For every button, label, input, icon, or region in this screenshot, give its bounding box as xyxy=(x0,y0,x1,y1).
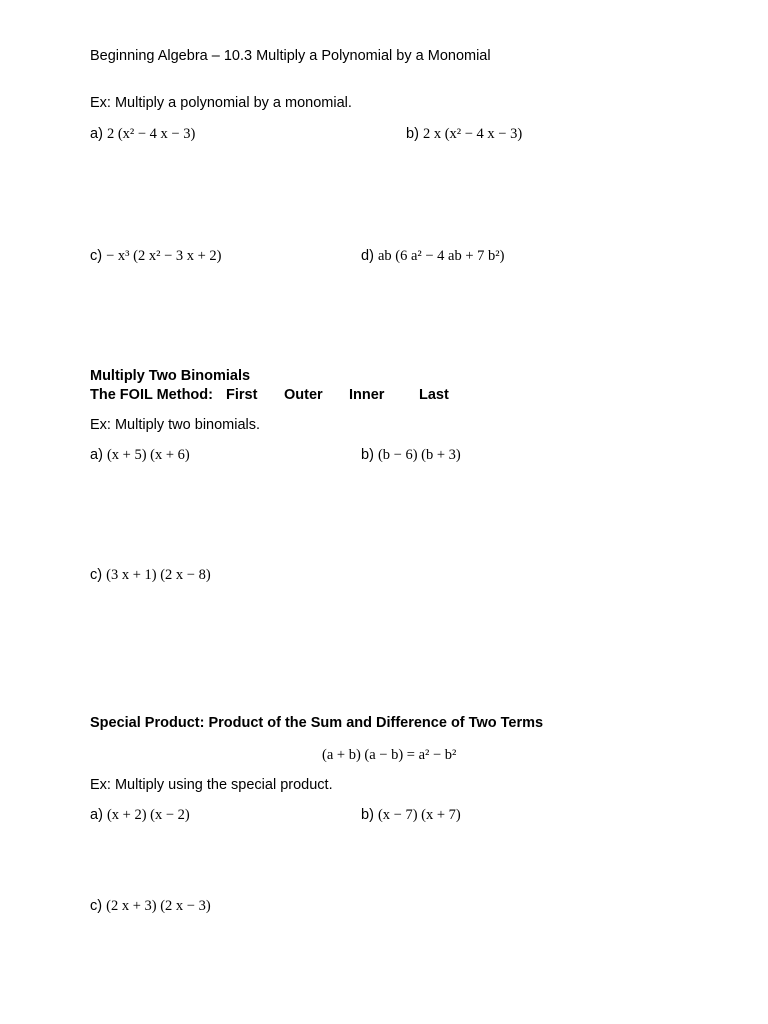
problem-label: b) xyxy=(361,447,374,463)
problem-label: c) xyxy=(90,898,103,914)
foil-term-outer: Outer xyxy=(284,387,323,403)
problem-expression: ab (6 a² − 4 ab + 7 b²) xyxy=(377,248,505,264)
problem-label: a) xyxy=(90,126,103,142)
problem-2a xyxy=(90,446,190,464)
section2-heading: Multiply Two Binomials xyxy=(90,368,251,384)
foil-term-first: First xyxy=(226,387,258,403)
section3-instruction: Ex: Multiply using the special product. xyxy=(90,777,333,793)
problem-expression: (x − 7) (x + 7) xyxy=(377,807,461,823)
foil-label: The FOIL Method: xyxy=(90,387,213,403)
problem-expression: (x + 2) (x − 2) xyxy=(106,807,190,823)
section1-instruction: Ex: Multiply a polynomial by a monomial. xyxy=(90,95,352,111)
foil-method-line xyxy=(90,386,213,404)
section2-instruction: Ex: Multiply two binomials. xyxy=(90,417,261,433)
page-title: Beginning Algebra – 10.3 Multiply a Polynomial by a Monomial xyxy=(90,48,491,64)
problem-label: b) xyxy=(361,807,374,823)
problem-1c xyxy=(90,247,222,265)
section3-heading: Special Product: Product of the Sum and Difference of Two Terms xyxy=(90,715,544,731)
problem-3c xyxy=(90,897,211,915)
problem-label: d) xyxy=(361,248,374,264)
problem-label: c) xyxy=(90,567,103,583)
problem-expression: 2 (x² − 4 x − 3) xyxy=(106,126,196,142)
problem-expression: (3 x + 1) (2 x − 8) xyxy=(106,567,211,583)
problem-expression: − x³ (2 x² − 3 x + 2) xyxy=(106,248,222,264)
problem-expression: 2 x (x² − 4 x − 3) xyxy=(422,126,523,142)
problem-label: a) xyxy=(90,807,103,823)
special-product-formula: (a + b) (a − b) = a² − b² xyxy=(322,747,457,763)
problem-2c xyxy=(90,566,211,584)
problem-1a xyxy=(90,125,195,143)
problem-3b xyxy=(361,806,461,824)
problem-label: a) xyxy=(90,447,103,463)
problem-1d xyxy=(361,247,504,265)
problem-expression: (2 x + 3) (2 x − 3) xyxy=(106,898,211,914)
foil-term-last: Last xyxy=(419,387,449,403)
problem-3a xyxy=(90,806,190,824)
problem-label: b) xyxy=(406,126,419,142)
problem-expression: (x + 5) (x + 6) xyxy=(106,447,190,463)
foil-term-inner: Inner xyxy=(349,387,385,403)
problem-2b xyxy=(361,446,461,464)
problem-1b xyxy=(406,125,522,143)
problem-label: c) xyxy=(90,248,103,264)
problem-expression: (b − 6) (b + 3) xyxy=(377,447,461,463)
